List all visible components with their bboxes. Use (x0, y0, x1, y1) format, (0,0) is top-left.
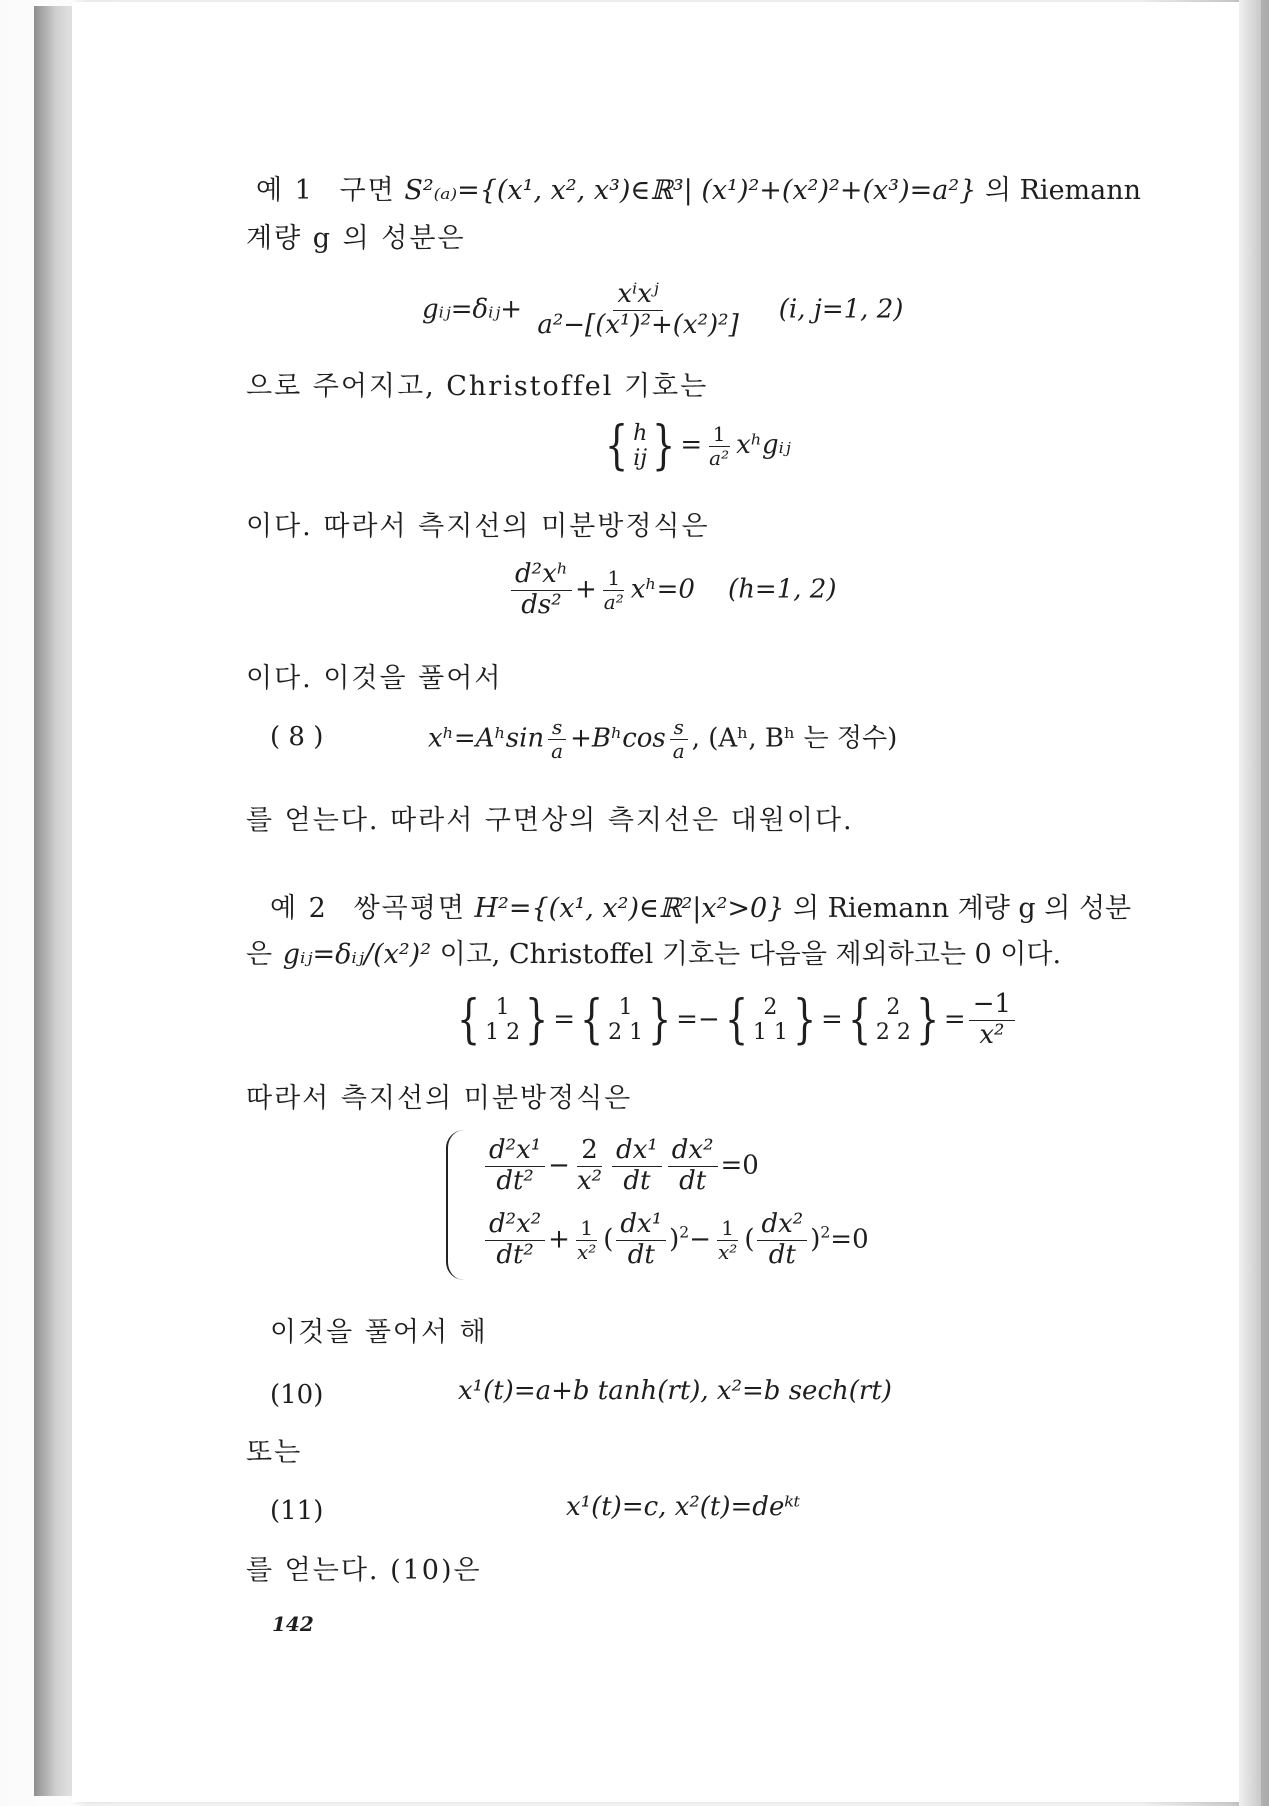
ex1-line2: 계량 g 의 성분은 (246, 223, 466, 254)
ex2-intro: 쌍곡평면 (353, 893, 466, 924)
eq-sign-3: = (943, 1004, 966, 1035)
sys1-num: d²x¹ (485, 1136, 545, 1167)
ex2-so-geo: 따라서 측지선의 미분방정식은 (246, 1083, 633, 1114)
ex2-line2 (246, 940, 1061, 970)
sys1-d1-den: dt (623, 1165, 651, 1196)
ex1-solve: 이다. 이것을 풀어서 (246, 663, 503, 694)
result-den: x² (979, 1019, 1005, 1050)
c3-top: 2 (763, 995, 778, 1021)
sys1-d2-den: dt (679, 1165, 707, 1196)
c1-top: 1 (495, 995, 510, 1021)
c2-top: 1 (618, 995, 633, 1021)
geo-num: d²xʰ (511, 560, 572, 591)
sys1-d2-num: dx² (668, 1136, 718, 1167)
ex2-line2-metric: gᵢⱼ=δᵢⱼ/(x²)² (282, 939, 432, 970)
ex1-head: 예 1 (256, 175, 314, 206)
ex1-christoffel: { h ij } = $\frac{1}{\text{a²}}$ xʰgᵢⱼ (604, 416, 791, 476)
ex1-so-geo: 이다. 따라서 측지선의 미분방정식은 (246, 511, 710, 542)
ex1-given: 으로 주어지고, Christoffel 기호는 (246, 371, 709, 402)
eq-sign-1: = (553, 1004, 575, 1035)
geo-rest: xʰ=0 (630, 574, 695, 605)
page-edge (1239, 0, 1261, 1806)
ex2-or: 또는 (246, 1437, 303, 1468)
eq8-label: ( 8 ) (270, 722, 324, 752)
sys1-end: =0 (720, 1150, 759, 1181)
page-number: 142 (272, 1612, 314, 1636)
sys1-mid-num: 2 (577, 1136, 602, 1167)
christoffel-bot: ij (633, 446, 648, 471)
metric-num: xⁱxʲ (613, 280, 662, 311)
eq8-f1-num: s (548, 716, 566, 740)
sys1-den: dt² (496, 1165, 534, 1196)
sys2-num: d²x² (485, 1210, 545, 1241)
metric-range: (i, j=1, 2) (778, 294, 904, 325)
c4-top: 2 (886, 995, 901, 1021)
ex1-line1 (256, 176, 1141, 206)
metric-lhs: gᵢⱼ=δᵢⱼ+ (422, 294, 523, 325)
geo-range: (h=1, 2) (728, 574, 837, 605)
ex2-christoffel-row: { 1 1 2 } ={ 1 2 1 } =−{ 2 1 1 } ={ 2 2 2 } = $\frac{-1}{\text{x²}}$ (452, 990, 1018, 1051)
christoffel-den: a² (709, 445, 730, 470)
c4-bot: 2 2 (875, 1020, 911, 1046)
ex1-after-set: 의 Riemann (984, 175, 1142, 206)
eq11: x¹(t)=c, x²(t)=deᵏᵗ (566, 1492, 801, 1522)
sys1-d1-num: dx¹ (612, 1136, 662, 1167)
ex1-metric-equation (422, 280, 903, 341)
c1-bot: 1 2 (485, 1020, 521, 1046)
sys2-p2-den: dt (768, 1239, 796, 1270)
eq10: x¹(t)=a+b tanh(rt), x²=b sech(rt) (458, 1376, 892, 1406)
eq8 (428, 716, 897, 763)
sys2-c1-num: 1 (576, 1217, 597, 1241)
system-brace (446, 1130, 466, 1280)
book-spine (34, 6, 74, 1796)
ex2-line2-b: 이고, Christoffel 기호는 다음을 제외하고는 0 이다. (439, 939, 1062, 970)
ex2-line1 (270, 894, 1131, 924)
ex1-geodesic-equation: $\frac{\text{d²xʰ}}{\text{ds²}}$ + $\frac{1}{\text{a²}}$ xʰ=0 (h=1, 2) (508, 560, 836, 621)
geo-plus-den: a² (603, 589, 624, 614)
ex2-line2-a: 은 (246, 939, 275, 970)
ex1-intro: 구면 (339, 175, 396, 206)
ex2-head: 예 2 (270, 893, 328, 924)
sys2-p1-num: dx¹ (616, 1210, 666, 1241)
system-eq1: $\frac{\text{d²x¹}}{\text{dt²}}$ − $\frac{2}{\text{x²}}$ $\frac{\text{dx¹}}{dt}$ $\frac{\text{dx²}}{dt}$ =0 (482, 1136, 759, 1197)
eq8-a: xʰ=Aʰsin (428, 723, 545, 754)
metric-den: a²−[(x¹)²+(x²)²] (537, 309, 739, 340)
sys2-c2-den: x² (718, 1239, 738, 1264)
sys2-c1-den: x² (576, 1239, 597, 1264)
eq8-f2-num: s (670, 716, 688, 740)
ex1-conclusion: 를 얻는다. 따라서 구면상의 측지선은 대원이다. (246, 805, 854, 836)
c2-bot: 2 1 (608, 1020, 644, 1046)
eq8-f1-den: a (551, 739, 564, 763)
result-num: −1 (969, 990, 1015, 1021)
sys2-den: dt² (496, 1239, 534, 1270)
sys2-p2-num: dx² (757, 1210, 807, 1241)
ex2-final: 를 얻는다. (10)은 (246, 1555, 482, 1586)
system-eq2: $\frac{\text{d²x²}}{\text{dt²}}$ + $\frac{1}{\text{x²}}$ ( $\frac{\text{dx¹}}{dt}$ )$^2$− $\frac{1}{\text{x²}}$ ( $\frac{\text{dx²}}{dt}$ )$^2$=0 (482, 1210, 869, 1271)
eq11-label: (11) (270, 1496, 324, 1526)
eq-sign-2: = (820, 1004, 843, 1035)
eq10-label: (10) (270, 1380, 324, 1410)
sys2-end: =0 (830, 1224, 869, 1255)
sys1-mid-den: x² (576, 1165, 603, 1196)
christoffel-rhs: xʰgᵢⱼ (736, 430, 791, 460)
ex2-after-set: 의 Riemann 계량 g 의 성분 (793, 893, 1132, 924)
c3-bot: 1 1 (752, 1020, 788, 1046)
eq8-f2-den: a (672, 739, 685, 763)
eq8-c: , (Aʰ, Bʰ 는 정수) (691, 723, 898, 754)
metric-fraction (533, 280, 742, 341)
sys2-p1-den: dt (627, 1239, 655, 1270)
eq8-b: +Bʰcos (570, 723, 666, 754)
ex1-set: S²₍ₐ₎={(x¹, x², x³)∈ℝ³| (x¹)²+(x²)²+(x³)=a²} (404, 175, 977, 206)
minus-sign: =− (676, 1004, 720, 1035)
sys2-c2-num: 1 (717, 1217, 738, 1241)
christoffel-top: h (633, 420, 648, 446)
ex2-set: H²={(x¹, x²)∈ℝ²|x²>0} (474, 893, 785, 924)
geo-plus-num: 1 (603, 567, 624, 591)
ex2-solve: 이것을 풀어서 해 (270, 1317, 488, 1348)
christoffel-num: 1 (709, 423, 730, 447)
geo-den: ds² (521, 589, 562, 620)
